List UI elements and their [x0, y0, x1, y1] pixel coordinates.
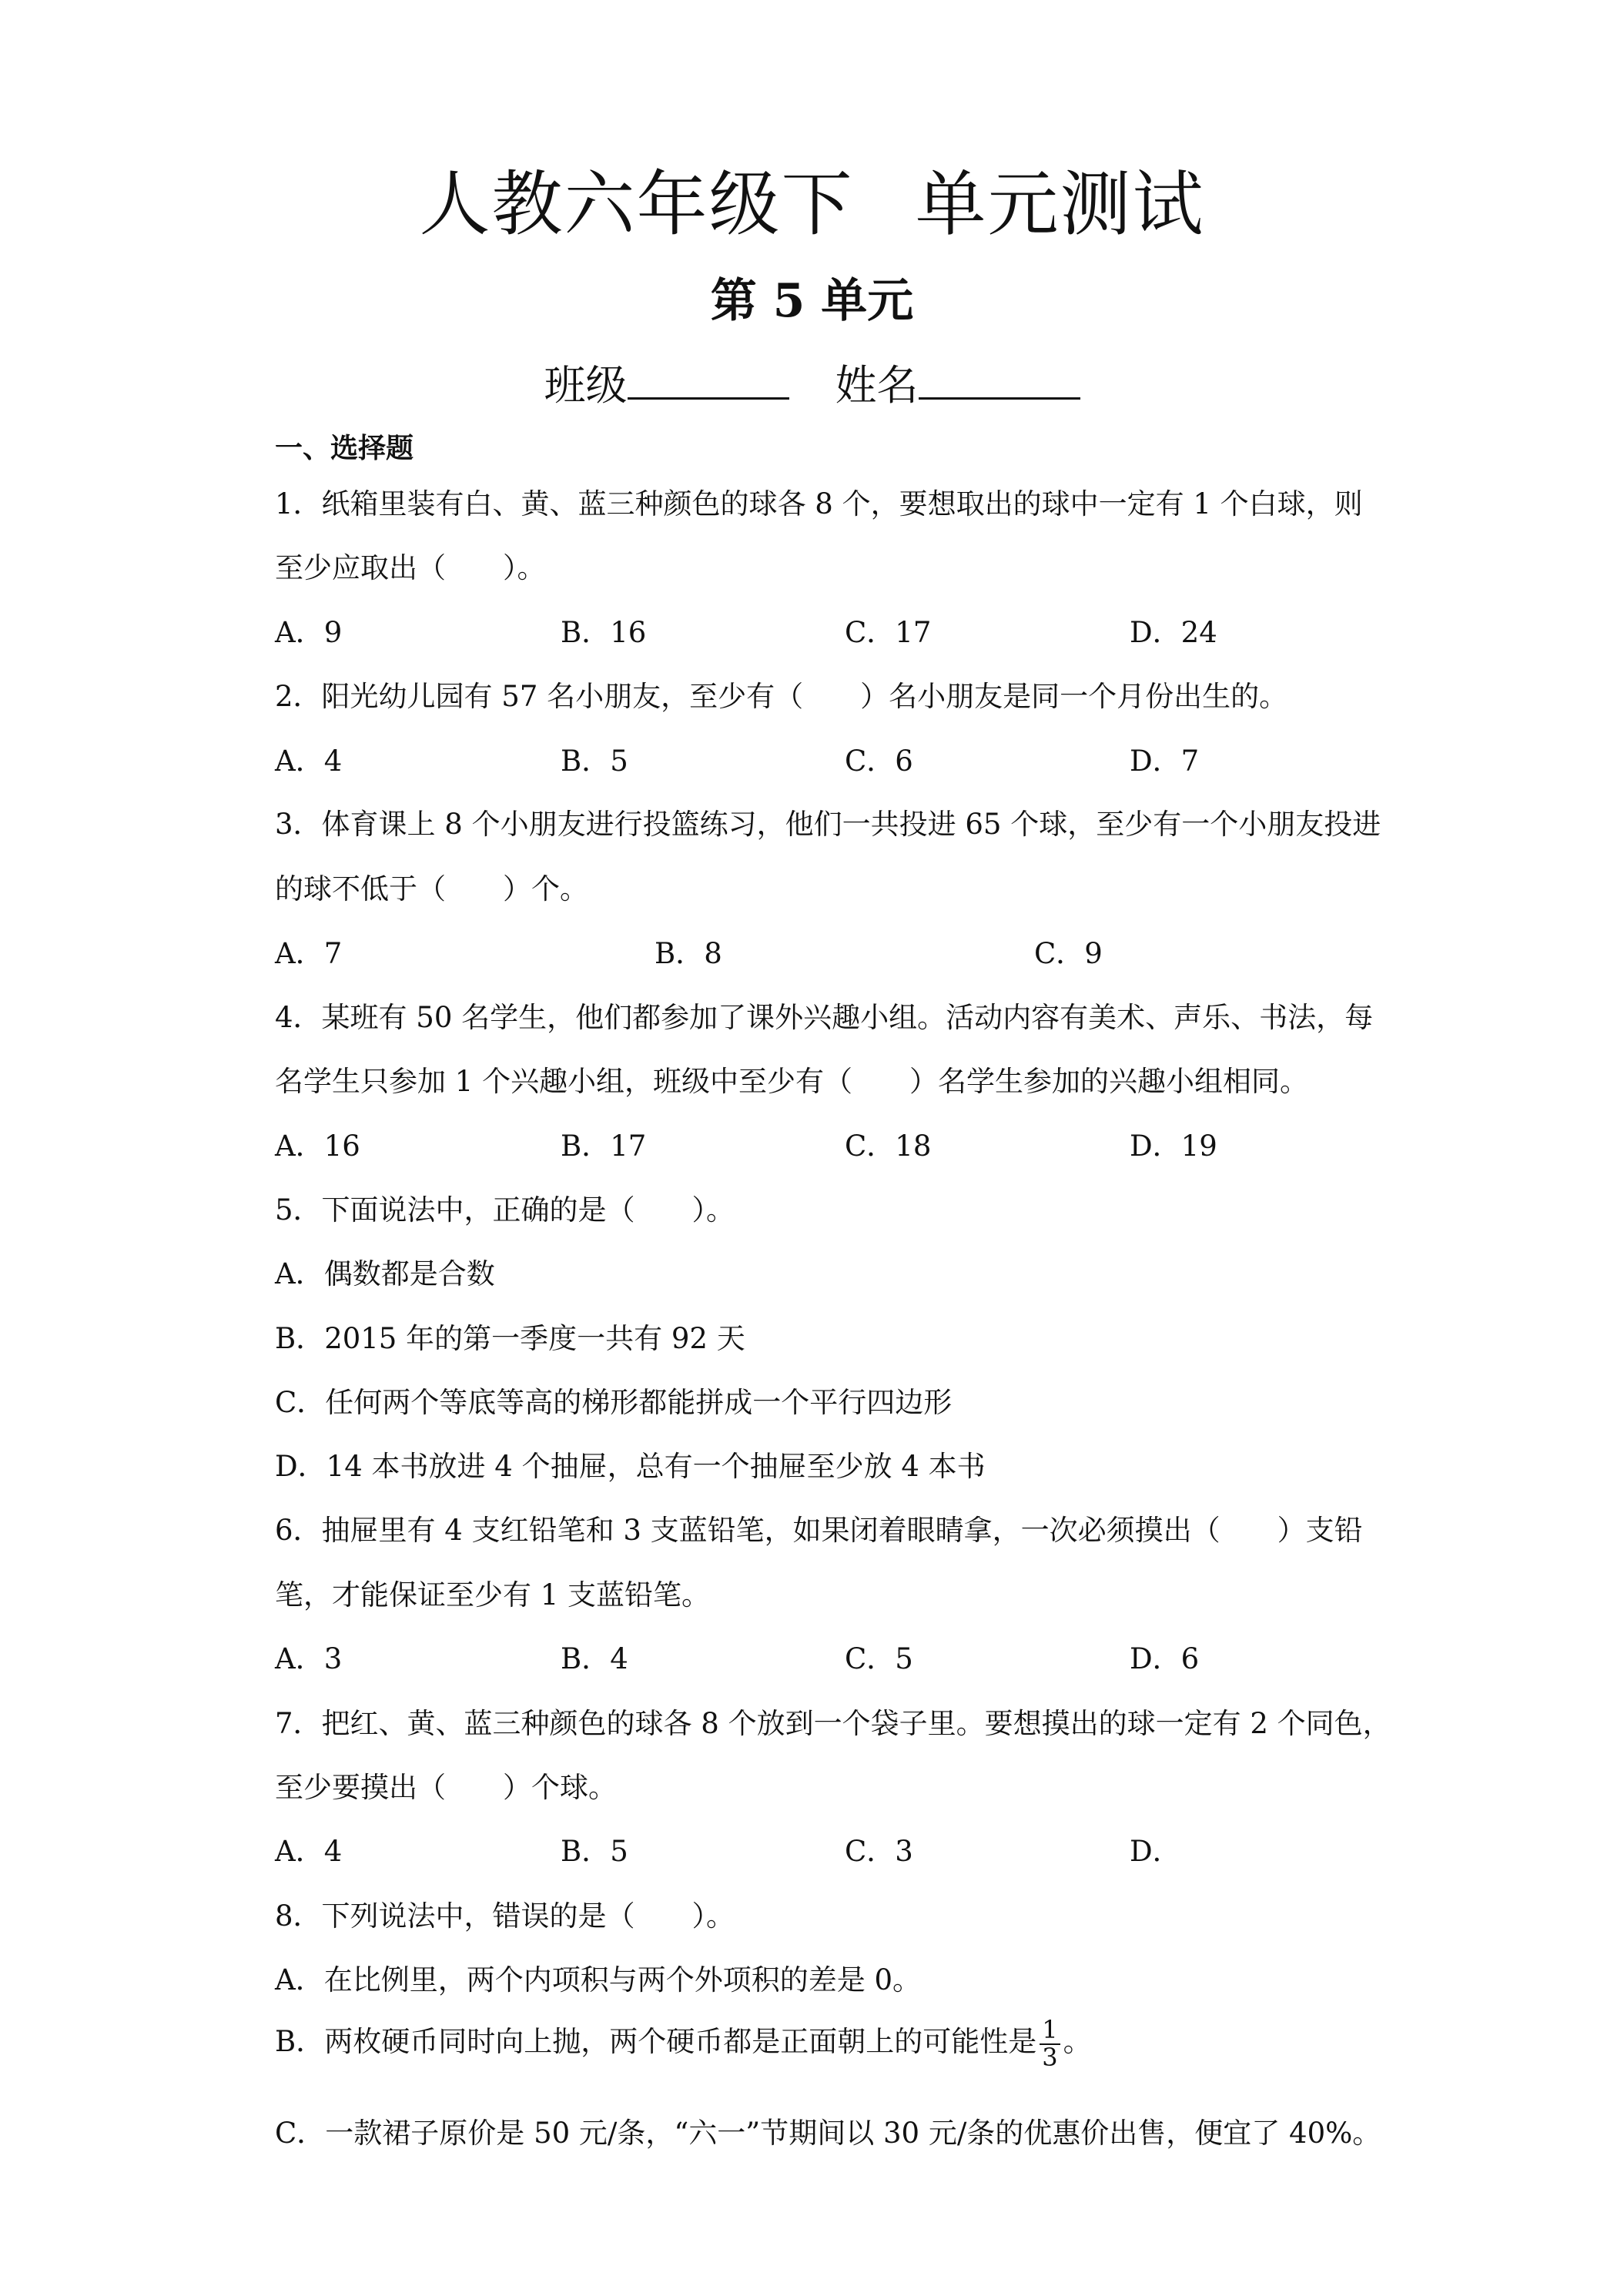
question-5-option-c[interactable]: C．任何两个等底等高的梯形都能拼成一个平行四边形 — [275, 1386, 953, 1419]
question-5-option-d[interactable]: D．14 本书放进 4 个抽屉，总有一个抽屉至少放 4 本书 — [275, 1450, 986, 1483]
question-4-option-c[interactable]: C．18 — [845, 1130, 932, 1163]
question-3-line-1: 3．体育课上 8 个小朋友进行投篮练习，他们一共投进 65 个球，至少有一个小朋友投进 — [275, 808, 1381, 841]
class-blank[interactable] — [628, 359, 789, 400]
question-3-line-2: 的球不低于（ ）个。 — [275, 872, 588, 905]
question-6-line-2: 笔，才能保证至少有 1 支蓝铅笔。 — [275, 1578, 711, 1612]
fraction — [1040, 2017, 1060, 2070]
question-3-option-a[interactable]: A．7 — [275, 937, 343, 970]
question-6-option-b[interactable]: B．4 — [561, 1642, 628, 1675]
section-title: 一、选择题 — [275, 433, 414, 464]
question-5-option-b[interactable]: B．2015 年的第一季度一共有 92 天 — [275, 1322, 745, 1355]
question-4-line-2: 名学生只参加 1 个兴趣小组，班级中至少有（ ）名学生参加的兴趣小组相同。 — [275, 1065, 1309, 1098]
question-7-line-2: 至少要摸出（ ）个球。 — [275, 1771, 617, 1804]
question-5-line-1: 5．下面说法中，正确的是（ ）。 — [275, 1193, 735, 1227]
page-title: 人教六年级下 单元测试 — [419, 163, 1205, 246]
question-3-option-c[interactable]: C．9 — [1034, 937, 1103, 970]
question-5-option-a[interactable]: A．偶数都是合数 — [275, 1257, 495, 1290]
question-1-option-d[interactable]: D．24 — [1130, 616, 1217, 649]
name-blank[interactable] — [919, 359, 1080, 400]
question-2-option-a[interactable]: A．4 — [275, 745, 343, 778]
question-7-option-a[interactable]: A．4 — [275, 1835, 343, 1868]
question-1-line-1: 1．纸箱里装有白、黄、蓝三种颜色的球各 8 个，要想取出的球中一定有 1 个白球，则 — [275, 487, 1363, 520]
question-8-option-b-text: B．两枚硬币同时向上抛，两个硬币都是正面朝上的可能性是 — [275, 2025, 1037, 2059]
question-2-line-1: 2．阳光幼儿园有 57 名小朋友，至少有（ ）名小朋友是同一个月份出生的。 — [275, 680, 1288, 713]
question-8-option-c[interactable]: C．一款裙子原价是 50 元/条，“六一”节期间以 30 元/条的优惠价出售，便宜了 40%。 — [275, 2117, 1381, 2150]
question-8-option-b[interactable] — [275, 2017, 1092, 2070]
question-8-option-a[interactable]: A．在比例里，两个内项积与两个外项积的差是 0。 — [275, 1963, 922, 1996]
question-7-option-d[interactable]: D． — [1130, 1835, 1181, 1868]
question-4-option-d[interactable]: D．19 — [1130, 1130, 1217, 1163]
fraction-numerator: 1 — [1040, 2017, 1060, 2045]
question-3-option-b[interactable]: B．8 — [655, 937, 722, 970]
question-6-option-d[interactable]: D．6 — [1130, 1642, 1200, 1675]
question-1-option-c[interactable]: C．17 — [845, 616, 932, 649]
student-info — [0, 353, 1624, 412]
name-label: 姓名 — [835, 361, 919, 410]
question-1-line-2: 至少应取出（ ）。 — [275, 551, 546, 584]
fraction-denominator: 3 — [1042, 2042, 1058, 2072]
question-4-option-a[interactable]: A．16 — [275, 1130, 360, 1163]
question-6-line-1: 6．抽屉里有 4 支红铅笔和 3 支蓝铅笔，如果闭着眼睛拿，一次必须摸出（ ）支铅 — [275, 1514, 1363, 1547]
question-2-option-d[interactable]: D．7 — [1130, 745, 1200, 778]
question-6-option-c[interactable]: C．5 — [845, 1642, 913, 1675]
question-7-line-1: 7．把红、黄、蓝三种颜色的球各 8 个放到一个袋子里。要想摸出的球一定有 2 个同色， — [275, 1707, 1391, 1740]
question-7-option-b[interactable]: B．5 — [561, 1835, 628, 1868]
question-4-option-b[interactable]: B．17 — [561, 1130, 647, 1163]
question-1-option-b[interactable]: B．16 — [561, 616, 647, 649]
question-2-option-b[interactable]: B．5 — [561, 745, 628, 778]
question-1-option-a[interactable]: A．9 — [275, 616, 343, 649]
question-7-option-c[interactable]: C．3 — [845, 1835, 913, 1868]
class-label: 班级 — [544, 361, 628, 410]
fraction-suffix: 。 — [1063, 2025, 1092, 2059]
unit-subtitle: 第 5 单元 — [710, 274, 914, 328]
question-2-option-c[interactable]: C．6 — [845, 745, 913, 778]
question-6-option-a[interactable]: A．3 — [275, 1642, 343, 1675]
question-4-line-1: 4．某班有 50 名学生，他们都参加了课外兴趣小组。活动内容有美术、声乐、书法，每 — [275, 1001, 1374, 1034]
question-8-line-1: 8．下列说法中，错误的是（ ）。 — [275, 1899, 735, 1933]
